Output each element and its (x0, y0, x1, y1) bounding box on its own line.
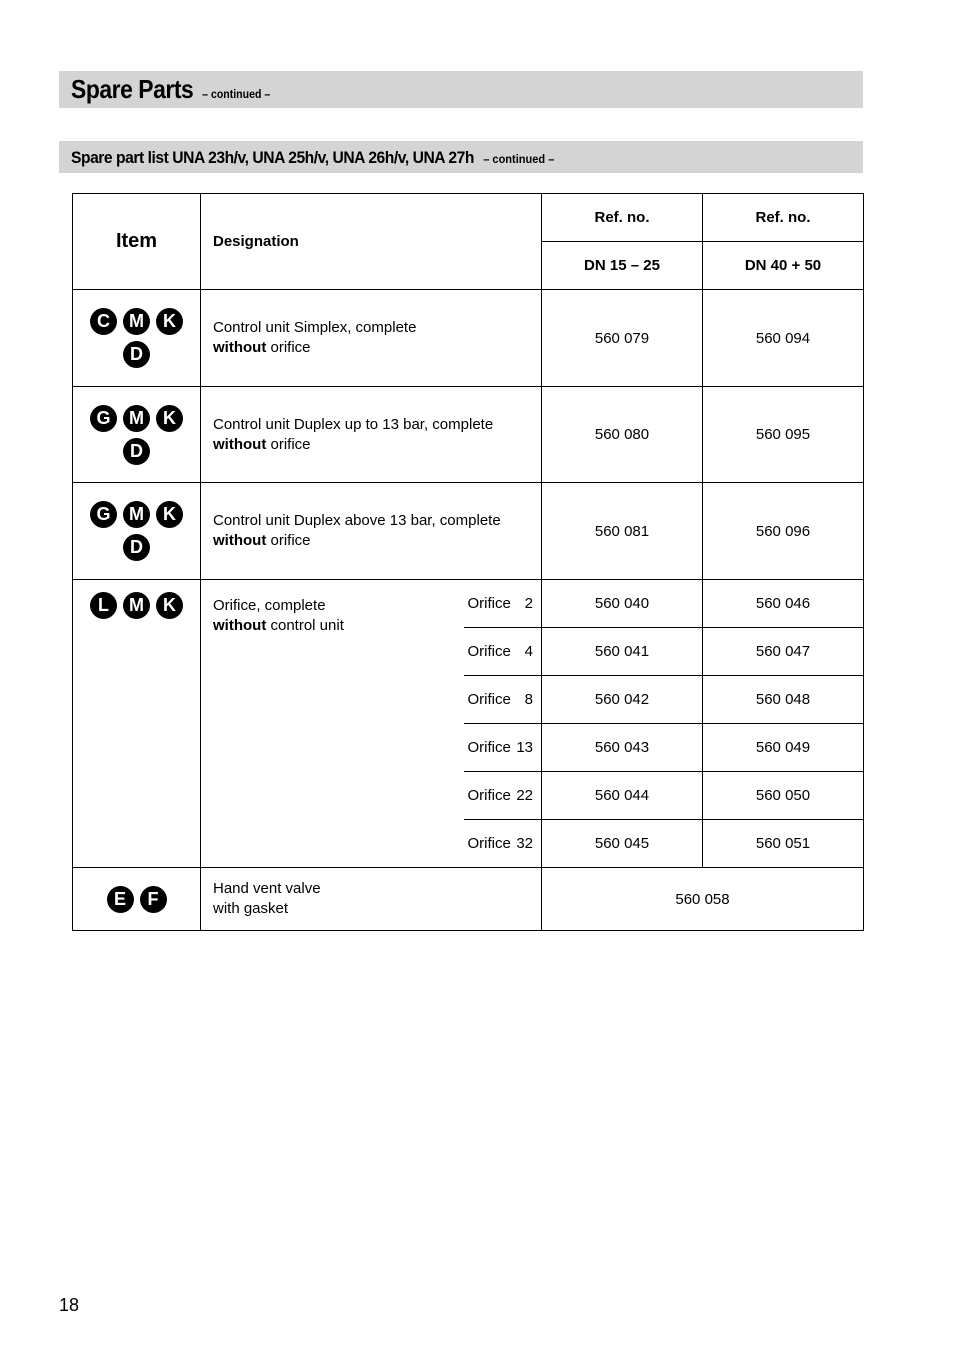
item-badge: C (90, 308, 117, 335)
designation-cell (201, 868, 542, 931)
designation-bold: without (213, 339, 267, 356)
item-badge: M (123, 405, 150, 432)
ref-dn-40-50: 560 051 (703, 820, 864, 868)
item-badge: L (90, 592, 117, 619)
orifice-size-cell (464, 820, 542, 868)
orifice-label: Orifice (467, 739, 511, 756)
item-badges (87, 592, 187, 619)
designation-cell (201, 580, 464, 868)
orifice-size-cell (464, 724, 542, 772)
item-badge: K (156, 405, 183, 432)
ref-dn-40-50: 560 094 (703, 290, 864, 387)
designation-line2 (213, 616, 464, 636)
orifice-label: Orifice (467, 835, 511, 852)
orifice-size-cell (464, 676, 542, 724)
orifice-size: 8 (524, 691, 533, 708)
ref-dn-15-25: 560 080 (542, 387, 703, 483)
item-badge: K (156, 501, 183, 528)
designation-cell (201, 290, 542, 387)
designation-line1: Hand vent valve (213, 880, 321, 897)
item-badge: K (156, 592, 183, 619)
ref-dn-40-50: 560 050 (703, 772, 864, 820)
designation-bold: without (213, 617, 267, 634)
ref-dn-40-50: 560 047 (703, 628, 864, 676)
designation-bold: without (213, 532, 267, 549)
table-row (73, 580, 864, 628)
item-badge: D (123, 341, 150, 368)
ref-dn-15-25: 560 079 (542, 290, 703, 387)
designation-line2 (213, 338, 541, 358)
item-badge: E (107, 886, 134, 913)
item-badges (87, 886, 187, 913)
item-badge: D (123, 438, 150, 465)
header-ref-no-1: Ref. no. (542, 194, 703, 242)
item-cell (73, 483, 201, 580)
orifice-size: 2 (524, 595, 533, 612)
header-item: Item (73, 194, 201, 290)
header-ref-no-2: Ref. no. (703, 194, 864, 242)
spare-parts-table (72, 193, 864, 931)
orifice-size: 4 (524, 643, 533, 660)
page-number: 18 (59, 1295, 80, 1315)
header-dn-40-50: DN 40 + 50 (703, 242, 864, 290)
table-row (73, 387, 864, 483)
ref-dn-15-25: 560 044 (542, 772, 703, 820)
ref-dn-15-25: 560 043 (542, 724, 703, 772)
item-cell (73, 580, 201, 868)
designation-rest: orifice (266, 532, 311, 549)
list-continued-note: – continued – (483, 152, 555, 166)
item-badges (87, 308, 187, 368)
designation-rest: orifice (266, 435, 311, 453)
header-dn-15-25: DN 15 – 25 (542, 242, 703, 290)
item-badge: F (140, 886, 167, 913)
item-badge: M (123, 308, 150, 335)
item-badge: M (123, 501, 150, 528)
ref-dn-15-25: 560 040 (542, 580, 703, 628)
orifice-size: 22 (516, 787, 533, 804)
designation-rest: orifice (266, 339, 311, 356)
designation-line2 (213, 531, 541, 551)
orifice-label: Orifice (467, 787, 511, 804)
section-header (59, 71, 863, 108)
designation-cell (201, 387, 542, 483)
designation-line2 (213, 435, 541, 455)
ref-dn-15-25: 560 045 (542, 820, 703, 868)
orifice-label: Orifice (467, 691, 511, 708)
item-badge: G (90, 405, 117, 432)
designation-line1: Control unit Duplex up to 13 bar, complete (213, 415, 494, 433)
list-title (71, 148, 554, 168)
item-cell (73, 387, 201, 483)
designation-bold: without (213, 435, 267, 453)
ref-dn-40-50: 560 048 (703, 676, 864, 724)
continued-note: – continued – (202, 87, 271, 101)
item-badge: D (123, 534, 150, 561)
ref-dn-15-25: 560 041 (542, 628, 703, 676)
orifice-label: Orifice (467, 595, 511, 612)
list-header (59, 141, 863, 173)
item-badges (87, 405, 187, 465)
ref-dn-40-50: 560 049 (703, 724, 864, 772)
designation-line1: Control unit Simplex, complete (213, 319, 417, 336)
item-cell (73, 868, 201, 931)
ref-dn-40-50: 560 095 (703, 387, 864, 483)
header-designation: Designation (201, 194, 542, 290)
orifice-label: Orifice (467, 643, 511, 660)
ref-dn-40-50: 560 046 (703, 580, 864, 628)
designation-rest: control unit (266, 617, 344, 634)
section-title (71, 74, 270, 105)
item-cell (73, 290, 201, 387)
list-title-text: Spare part list UNA 23h/v, UNA 25h/v, UNA 26h/v, UNA 27h (71, 148, 475, 167)
table-row (73, 290, 864, 387)
item-badge: G (90, 501, 117, 528)
ref-dn-15-25: 560 042 (542, 676, 703, 724)
orifice-size-cell (464, 628, 542, 676)
ref-dn-15-25: 560 081 (542, 483, 703, 580)
table-row (73, 868, 864, 931)
orifice-size: 32 (516, 835, 533, 852)
orifice-size-cell (464, 772, 542, 820)
table-row (73, 483, 864, 580)
designation-line2: with gasket (213, 900, 289, 917)
orifice-size-cell (464, 580, 542, 628)
orifice-size: 13 (516, 739, 533, 756)
item-badges (87, 501, 187, 561)
designation-cell (201, 483, 542, 580)
ref-dn-40-50: 560 096 (703, 483, 864, 580)
section-title-text: Spare Parts (71, 74, 194, 104)
designation-line1: Control unit Duplex above 13 bar, complete (213, 512, 501, 529)
item-badge: K (156, 308, 183, 335)
designation-line1: Orifice, complete (213, 597, 326, 614)
item-badge: M (123, 592, 150, 619)
ref-all-sizes: 560 058 (542, 868, 864, 931)
